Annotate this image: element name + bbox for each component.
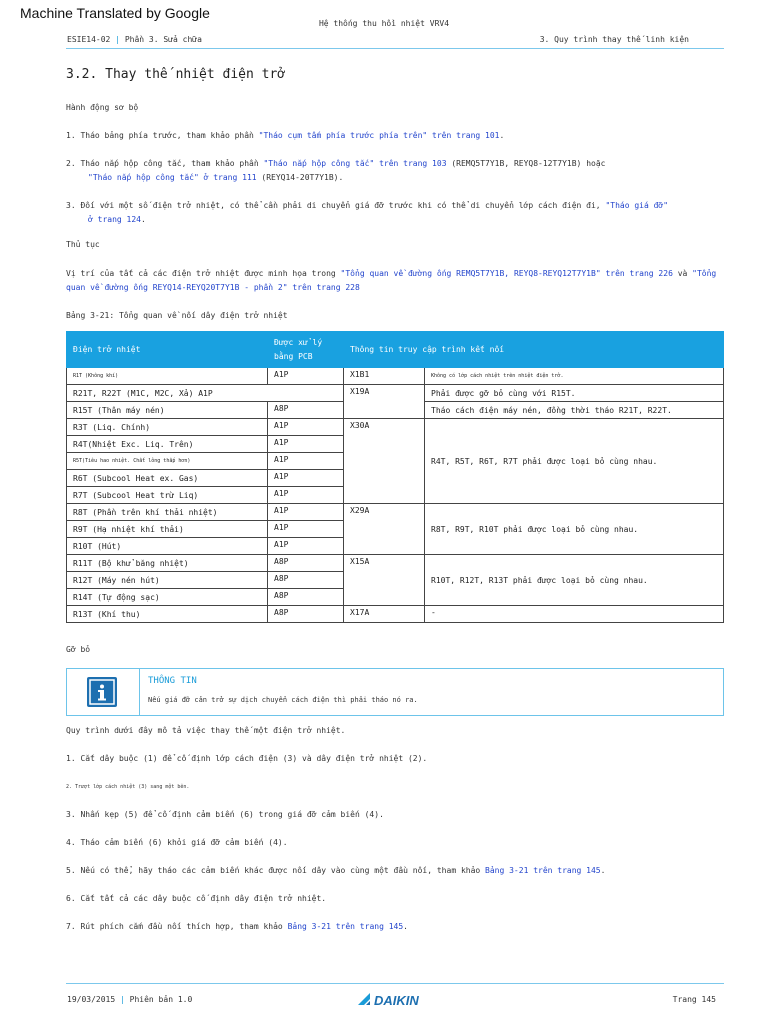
step-text: 7. Rút phích cắm đầu nối thích hợp, tham khảo — [66, 922, 288, 931]
header-rule — [66, 48, 724, 49]
thermistor-wiring-table — [66, 331, 724, 623]
cell-info: - — [425, 606, 724, 623]
step-link[interactable]: "Tháo giá đỡ" — [605, 201, 669, 210]
step-link[interactable]: "Tháo nắp hộp công tắc" ở trang 111 — [88, 173, 257, 182]
procedure-heading: Thủ tục — [66, 240, 100, 249]
location-mid: và — [672, 269, 693, 278]
cell-thermistor: R15T (Thân máy nén) — [67, 402, 268, 419]
prelim-step-2 — [66, 157, 726, 185]
step-end: . — [403, 922, 408, 931]
cell-pcb: A8P — [268, 402, 344, 419]
machine-translation-banner: Machine Translated by Google — [20, 5, 210, 21]
cell-connector: X30A — [344, 419, 425, 504]
table-row — [67, 606, 724, 623]
cell-info: Tháo cách điện máy nén, đồng thời tháo R21T, R22T. — [425, 402, 724, 419]
cell-thermistor: R10T (Hút) — [67, 538, 268, 555]
location-paragraph — [66, 267, 726, 295]
col-header-connector-info: Thông tin truy cập trình kết nối — [344, 332, 724, 368]
header-left — [67, 35, 202, 44]
cell-thermistor: R7T (Subcool Heat trừ Liq) — [67, 487, 268, 504]
cell-pcb: A1P — [268, 538, 344, 555]
cell-thermistor: R6T (Subcool Heat ex. Gas) — [67, 470, 268, 487]
document-title: Hệ thống thu hồi nhiệt VRV4 — [318, 19, 450, 28]
cell-info: Không có lớp cách nhiệt trên nhiệt điện trở. — [425, 368, 724, 385]
procedure-step-5 — [66, 864, 726, 878]
col-header-thermistor: Điện trở nhiệt — [67, 332, 268, 368]
header-separator: | — [115, 35, 121, 44]
procedure-step-1: 1. Cắt dây buộc (1) để cố định lớp cách điện (3) và dây điện trở nhiệt (2). — [66, 754, 428, 763]
cell-info: R4T, R5T, R6T, R7T phải được loại bỏ cùng nhau. — [425, 419, 724, 504]
cell-connector: X17A — [344, 606, 425, 623]
table-row — [67, 385, 724, 402]
step-text-mid: (REMQ5T7Y1B, REYQ8-12T7Y1B) hoặc — [446, 159, 606, 168]
cell-thermistor: R8T (Phần trên khí thải nhiệt) — [67, 504, 268, 521]
info-icon-cell — [67, 669, 140, 715]
footer-rule — [66, 983, 724, 984]
cell-thermistor: R11T (Bộ khử băng nhiệt) — [67, 555, 268, 572]
cell-pcb: A8P — [268, 589, 344, 606]
step-link[interactable]: "Tháo cụm tấm phía trước phía trên" trên trang 101 — [258, 131, 500, 140]
cell-thermistor: R14T (Tự động sạc) — [67, 589, 268, 606]
footer-date: 19/03/2015 — [67, 995, 116, 1004]
cell-thermistor: R12T (Máy nén hút) — [67, 572, 268, 589]
step-end: (REYQ14-20T7Y1B). — [256, 173, 344, 182]
section-title: 3.2. Thay thế nhiệt điện trở — [66, 67, 286, 82]
step-end: . — [600, 866, 606, 875]
cell-pcb: A1P — [268, 419, 344, 436]
footer-separator: | — [120, 995, 125, 1004]
cell-pcb: A1P — [268, 504, 344, 521]
removal-heading: Gỡ bỏ — [66, 645, 91, 654]
footer-left — [67, 995, 192, 1004]
cell-pcb: A1P — [268, 487, 344, 504]
cell-connector: X19A — [344, 385, 425, 419]
cell-thermistor: R9T (Hạ nhiệt khí thải) — [67, 521, 268, 538]
cell-thermistor: R4T(Nhiệt Exc. Liq. Trên) — [67, 436, 268, 453]
step-end: . — [499, 131, 505, 140]
location-link-2[interactable]: "Tổng — [692, 269, 717, 278]
step-text: 1. Tháo bảng phía trước, tham khảo phần — [66, 131, 259, 140]
procedure-step-2: 2. Trượt lớp cách nhiệt (3) sang một bên. — [66, 784, 190, 790]
col-header-pcb-line2: bằng PCB — [274, 351, 313, 361]
daikin-logo — [356, 991, 436, 1013]
cell-info: Phải được gỡ bỏ cùng với R15T. — [425, 385, 724, 402]
cell-connector: X1B1 — [344, 368, 425, 385]
info-callout — [66, 668, 724, 716]
cell-thermistor: R5T(Tiêu hao nhiệt. Chất lỏng thấp hơn) — [67, 453, 268, 470]
table-row — [67, 555, 724, 572]
table-header-row — [67, 332, 724, 368]
procedure-step-7 — [66, 920, 726, 934]
cell-pcb: A1P — [268, 436, 344, 453]
header-part: Phần 3. Sửa chữa — [124, 35, 202, 44]
location-text: Vị trí của tất cả các điện trở nhiệt được minh họa trong — [66, 269, 341, 278]
col-header-pcb — [268, 332, 344, 368]
info-text: Nếu giá đỡ cản trở sự dịch chuyển cách điện thì phải tháo nó ra. — [148, 696, 418, 704]
cell-info: R8T, R9T, R10T phải được loại bỏ cùng nhau. — [425, 504, 724, 555]
procedure-step-6: 6. Cắt tất cả các dây buộc cố định dây điện trở nhiệt. — [66, 894, 327, 903]
cell-connector: X29A — [344, 504, 425, 555]
col-header-pcb-line1: Được xử lý — [274, 337, 323, 347]
step-link[interactable]: ở trang 124 — [88, 215, 141, 224]
procedure-step-4: 4. Tháo cảm biến (6) khỏi giá đỡ cảm biến (4). — [66, 838, 288, 847]
location-link-2-cont[interactable]: quan về đường ống REYQ14-REYQ20T7Y1B - phần 2" trên trang 228 — [66, 283, 360, 292]
location-link-1[interactable]: "Tổng quan về đường ống REMQ5T7Y1B, REYQ8-REYQ12T7Y1B" trên trang 226 — [340, 269, 673, 278]
header-chapter: 3. Quy trình thay thế linh kiện — [539, 35, 689, 44]
cell-pcb: A8P — [268, 572, 344, 589]
cell-thermistor: R13T (Khí thu) — [67, 606, 268, 623]
cell-pcb: A1P — [268, 368, 344, 385]
step-link[interactable]: Bảng 3-21 trên trang 145 — [287, 922, 404, 931]
document-code: ESIE14-02 — [67, 35, 111, 44]
table-row — [67, 368, 724, 385]
cell-pcb: A1P — [268, 470, 344, 487]
prelim-heading: Hành động sơ bộ — [66, 103, 139, 112]
procedure-intro: Quy trình dưới đây mô tả việc thay thế một điện trở nhiệt. — [66, 726, 346, 735]
daikin-logo-text: DAIKIN — [374, 993, 419, 1008]
cell-thermistor: R1T (Không khí) — [67, 368, 268, 385]
step-end: . — [140, 215, 146, 224]
cell-thermistor: R21T, R22T (M1C, M2C, Xả) A1P — [67, 385, 344, 402]
step-link[interactable]: Bảng 3-21 trên trang 145 — [485, 866, 601, 875]
step-link[interactable]: "Tháo nắp hộp công tắc" trên trang 103 — [263, 159, 447, 168]
step-text: 5. Nếu có thể, hãy tháo các cảm biến khác được nối dây vào cùng một đầu nối, tham khảo — [66, 866, 486, 875]
step-text: 2. Tháo nắp hộp công tắc, tham khảo phần — [66, 159, 264, 168]
prelim-step-3 — [66, 199, 726, 227]
cell-connector: X15A — [344, 555, 425, 606]
table-row — [67, 504, 724, 521]
cell-pcb: A1P — [268, 453, 344, 470]
table-caption: Bảng 3-21: Tổng quan về nối dây điện trở nhiệt — [66, 311, 288, 320]
cell-pcb: A8P — [268, 555, 344, 572]
info-icon — [87, 677, 117, 707]
info-title: THÔNG TIN — [148, 676, 197, 686]
footer-version: Phiên bản 1.0 — [129, 995, 193, 1004]
cell-thermistor: R3T (Liq. Chính) — [67, 419, 268, 436]
table-row — [67, 419, 724, 436]
cell-info: R10T, R12T, R13T phải được loại bỏ cùng nhau. — [425, 555, 724, 606]
prelim-step-1 — [66, 129, 726, 143]
cell-pcb: A8P — [268, 606, 344, 623]
step-text: 3. Đối với một số điện trở nhiệt, có thể cần phải di chuyển giá đỡ trước khi có thể di chuyển lớp cách điện đi, — [66, 201, 606, 210]
page-number: Trang 145 — [672, 995, 716, 1004]
procedure-step-3: 3. Nhấn kẹp (5) để cố định cảm biến (6) trong giá đỡ cảm biến (4). — [66, 810, 384, 819]
cell-pcb: A1P — [268, 521, 344, 538]
